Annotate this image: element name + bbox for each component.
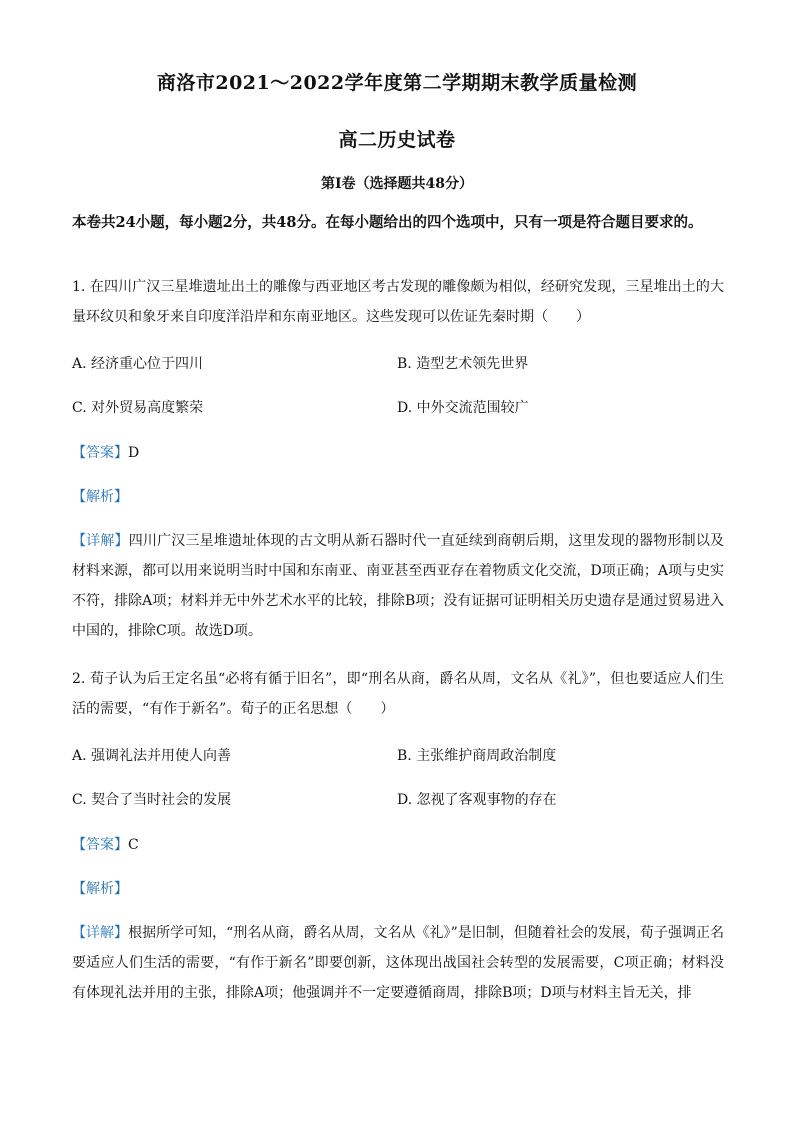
question-2-detail	[72, 918, 724, 1008]
question-2-option-c: C. 契合了当时社会的发展	[72, 792, 232, 808]
question-1-option-b: B. 造型艺术领先世界	[397, 356, 529, 372]
question-1-option-c: C. 对外贸易高度繁荣	[72, 400, 204, 416]
detail-label: 【详解】	[72, 533, 129, 549]
question-1-option-a: A. 经济重心位于四川	[72, 356, 204, 372]
question-1-detail	[72, 526, 724, 646]
question-2-option-b: B. 主张维护商周政治制度	[397, 748, 557, 764]
question-1-option-d: D. 中外交流范围较广	[397, 400, 529, 416]
question-1-answer	[72, 442, 139, 462]
question-2-answer	[72, 834, 139, 854]
detail-text: 四川广汉三星堆遗址体现的古文明从新石器时代一直延续到商朝后期，这里发现的器物形制以及材料来源，都可以用来说明当时中国和东南亚、南亚甚至西亚存在着物质文化交流，D项正确；A项与史实不符，排除A项；材料并无中外艺术水平的比较，排除B项；没有证据可证明相关历史遗存是通过贸易进入中国的，排除C项。故选D项。	[72, 533, 725, 639]
question-1-analysis-label: 【解析】	[72, 489, 128, 505]
exam-subtitle: 高二历史试卷	[338, 129, 456, 151]
instructions: 本卷共24小题，每小题2分，共48分。在每小题给出的四个选项中，只有一项是符合题目要求的。	[72, 214, 703, 231]
exam-title: 商洛市2021～2022学年度第二学期期末教学质量检测	[156, 72, 638, 94]
answer-value: D	[128, 445, 140, 461]
detail-label: 【详解】	[72, 925, 129, 941]
answer-value: C	[128, 837, 139, 853]
question-2-analysis-label: 【解析】	[72, 881, 128, 897]
answer-label: 【答案】	[72, 837, 128, 853]
question-2-option-d: D. 忽视了客观事物的存在	[397, 792, 557, 808]
section-heading: 第Ⅰ卷（选择题共48分）	[320, 176, 474, 192]
question-1-stem: 1. 在四川广汉三星堆遗址出土的雕像与西亚地区考古发现的雕像颇为相似，经研究发现，三星堆出土的大量环纹贝和象牙来自印度洋沿岸和东南亚地区。这些发现可以佐证先秦时期（ ）	[72, 279, 724, 325]
question-2-option-a: A. 强调礼法并用使人向善	[72, 748, 232, 764]
question-2-stem: 2. 荀子认为后王定名虽“必将有循于旧名”，即“刑名从商，爵名从周，文名从《礼》”，但也要适应人们生活的需要，“有作于新名”。荀子的正名思想（ ）	[72, 671, 724, 717]
detail-text: 根据所学可知，“刑名从商，爵名从周，文名从《礼》”是旧制，但随着社会的发展，荀子强调正名要适应人们生活的需要，“有作于新名”即要创新，这体现出战国社会转型的发展需要，C项正确；材料没有体现礼法并用的主张，排除A项；他强调并不一定要遵循商周，排除B项；D项与材料主旨无关，排	[72, 925, 725, 1001]
answer-label: 【答案】	[72, 445, 128, 461]
